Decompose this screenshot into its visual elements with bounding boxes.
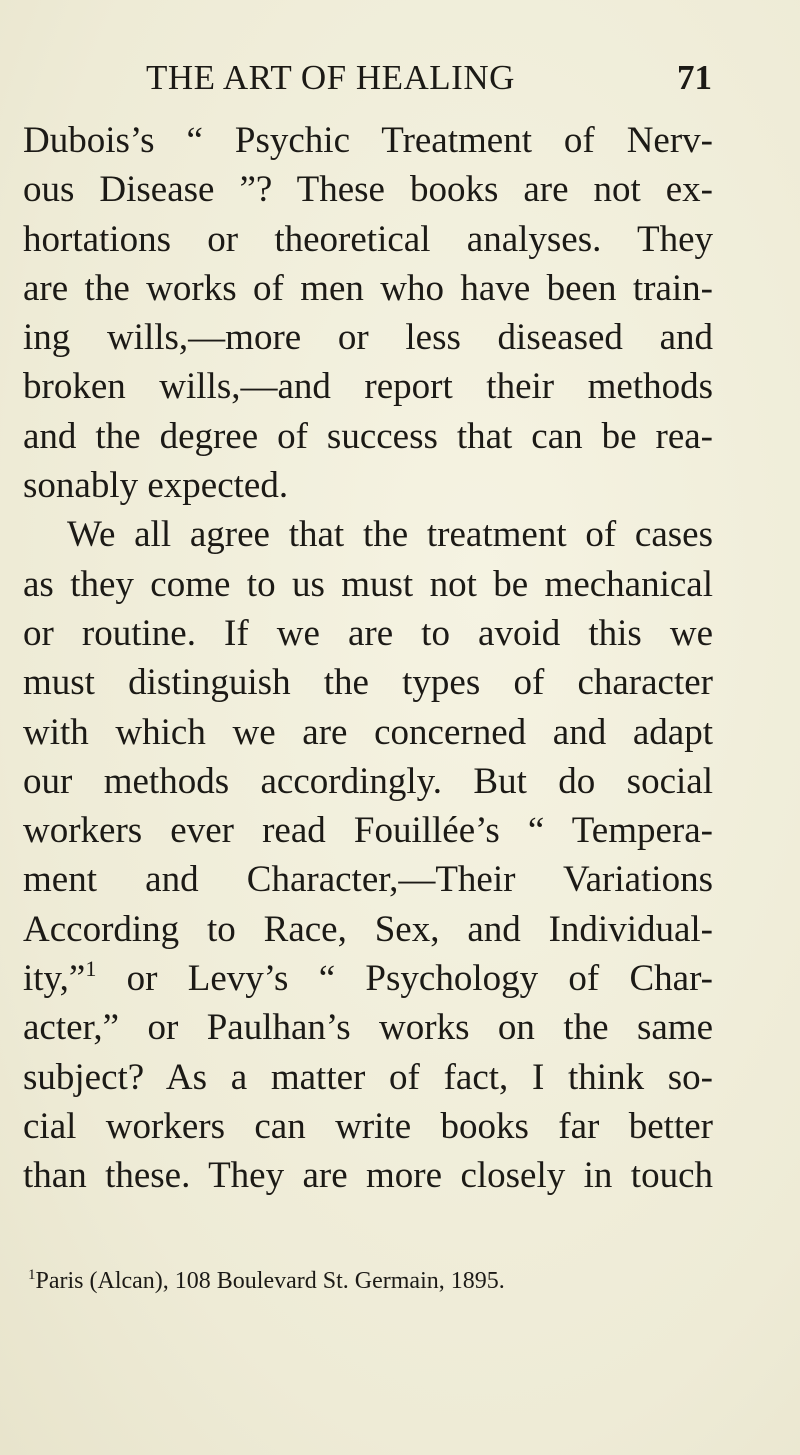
- footnote: [28, 1260, 708, 1296]
- text-line: Dubois’s “ Psychic Treatment of Nerv-: [23, 120, 713, 161]
- text-line: sonably expected.: [23, 465, 289, 507]
- text-line: ment and Character,—Their Variations: [23, 859, 713, 901]
- text-line: are the works of men who have been train-: [23, 267, 713, 309]
- text-line: hortations or theoretical analyses. They: [23, 218, 713, 260]
- footnote-reference: 1: [85, 956, 97, 982]
- page-number: 71: [677, 58, 712, 97]
- text-line: than these. They are more closely in touch: [23, 1155, 713, 1197]
- footnote-text: Paris (Alcan), 108 Boulevard St. Germain, 1895.: [35, 1268, 505, 1294]
- text-line: our methods accordingly. But do social: [23, 760, 713, 802]
- text-line: ous Disease ”? These books are not ex-: [23, 169, 713, 211]
- text-line: must distinguish the types of character: [23, 662, 713, 704]
- text-line: subject? As a matter of fact, I think so-: [23, 1056, 713, 1098]
- paragraph-start-line: We all agree that the treatment of cases: [67, 514, 713, 556]
- text-fragment: or Levy’s “ Psychology of Char-: [96, 958, 713, 1000]
- running-title: THE ART OF HEALING: [146, 58, 515, 97]
- text-line: workers ever read Fouillée’s “ Tempera-: [23, 810, 713, 852]
- footnote-marker: 1: [28, 1267, 36, 1283]
- text-line: or routine. If we are to avoid this we: [23, 612, 713, 654]
- text-line: with which we are concerned and adapt: [23, 711, 713, 753]
- body-text: [23, 116, 713, 1201]
- text-line: and the degree of success that can be rea-: [23, 415, 713, 457]
- text-fragment: ity,”: [23, 958, 86, 1000]
- text-line: [23, 954, 713, 1003]
- text-line: broken wills,—and report their methods: [23, 366, 713, 408]
- running-head: [146, 58, 712, 106]
- text-line: cial workers can write books far better: [23, 1105, 713, 1147]
- text-line: According to Race, Sex, and Individual-: [23, 908, 713, 950]
- text-line: as they come to us must not be mechanical: [23, 563, 713, 605]
- text-line: acter,” or Paulhan’s works on the same: [23, 1007, 713, 1049]
- text-line: ing wills,—more or less diseased and: [23, 317, 713, 359]
